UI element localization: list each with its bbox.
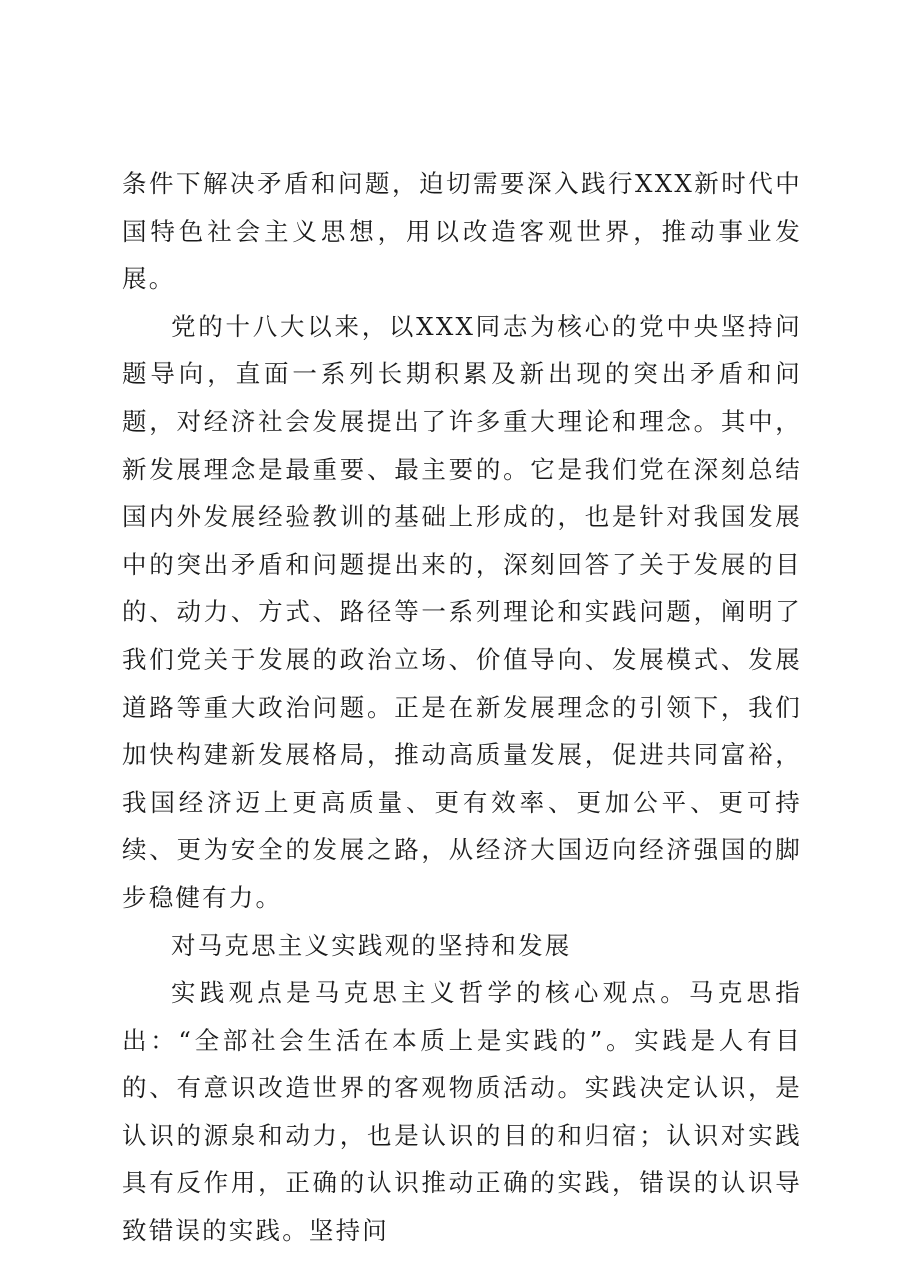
section-heading-practice-view: 对马克思主义实践观的坚持和发展	[171, 930, 572, 960]
paragraph-practice-view: 实践观点是马克思主义哲学的核心观点。马克思指出：“全部社会生活在本质上是实践的”。实践是人有目的、有意识改造世界的客观物质活动。实践决定认识，是认识的源泉和动力，也是认识的目的和归宿；认识对实践具有反作用，正确的认识推动正确的实践，错误的认识导致错误的实践。坚持问	[122, 978, 802, 1246]
document-body	[122, 160, 802, 1255]
paragraph-continuation: 条件下解决矛盾和问题，迫切需要深入践行XXX新时代中国特色社会主义思想，用以改造客观世界，推动事业发展。	[122, 169, 802, 294]
paragraph-new-development-concept: 党的十八大以来，以XXX同志为核心的党中央坚持问题导向，直面一系列长期积累及新出现的突出矛盾和问题，对经济社会发展提出了许多重大理论和理念。其中，新发展理念是最重要、最主要的。它是我们党在深刻总结国内外发展经验教训的基础上形成的，也是针对我国发展中的突出矛盾和问题提出来的，深刻回答了关于发展的目的、动力、方式、路径等一系列理论和实践问题，阐明了我们党关于发展的政治立场、价值导向、发展模式、发展道路等重大政治问题。正是在新发展理念的引领下，我们加快构建新发展格局，推动高质量发展，促进共同富裕，我国经济迈上更高质量、更有效率、更加公平、更可持续、更为安全的发展之路，从经济大国迈向经济强国的脚步稳健有力。	[122, 311, 802, 912]
